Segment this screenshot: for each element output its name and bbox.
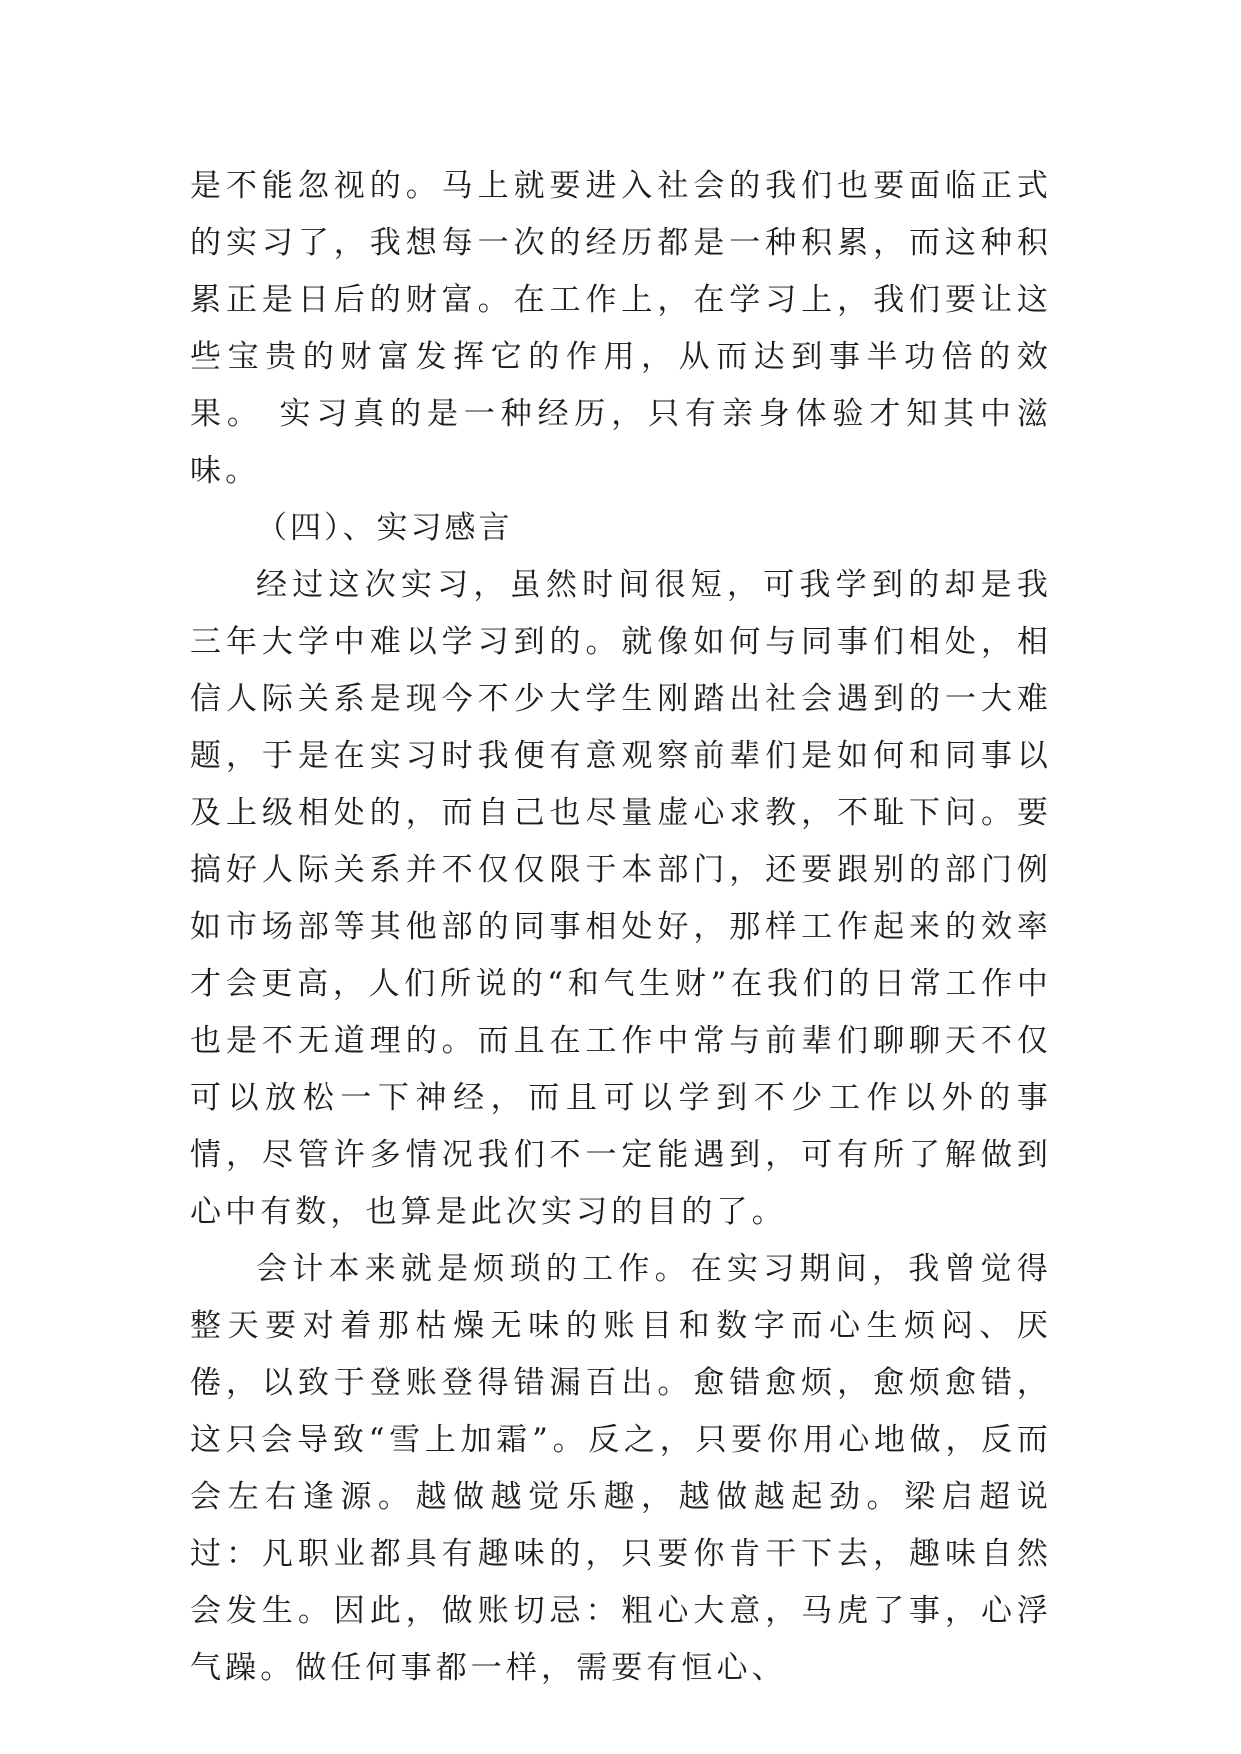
paragraph-continued: 是不能忽视的。马上就要进入社会的我们也要面临正式的实习了，我想每一次的经历都是一种积累，而这种积累正是日后的财富。在工作上，在学习上，我们要让这些宝贵的财富发挥它的作用，从而达到事半功倍的效果。 实习真的是一种经历，只有亲身体验才知其中滋味。 [190, 168, 1052, 489]
paragraph-internship-reflection: 经过这次实习，虽然时间很短，可我学到的却是我三年大学中难以学习到的。就像如何与同事们相处，相信人际关系是现今不少大学生刚踏出社会遇到的一大难题，于是在实习时我便有意观察前辈们是如何和同事以及上级相处的，而自己也尽量虚心求教，不耻下问。要搞好人际关系并不仅仅限于本部门，还要跟别的部门例如市场部等其他部的同事相处好，那样工作起来的效率才会更高，人们所说的“和气生财”在我们的日常工作中也是不无道理的。而且在工作中常与前辈们聊聊天不仅可以放松一下神经，而且可以学到不少工作以外的事情，尽管许多情况我们不一定能遇到，可有所了解做到心中有数，也算是此次实习的目的了。 [190, 567, 1052, 1230]
section-heading: （四）、实习感言 [256, 510, 513, 546]
paragraph-accounting-work: 会计本来就是烦琐的工作。在实习期间，我曾觉得整天要对着那枯燥无味的账目和数字而心生烦闷、厌倦，以致于登账登得错漏百出。愈错愈烦，愈烦愈错，这只会导致“雪上加霜”。反之，只要你用心地做，反而会左右逢源。越做越觉乐趣，越做越起劲。梁启超说过：凡职业都具有趣味的，只要你肯干下去，趣味自然会发生。因此，做账切忌：粗心大意，马虎了事，心浮气躁。做任何事都一样，需要有恒心、 [190, 1251, 1052, 1686]
document-body [190, 158, 1052, 1697]
